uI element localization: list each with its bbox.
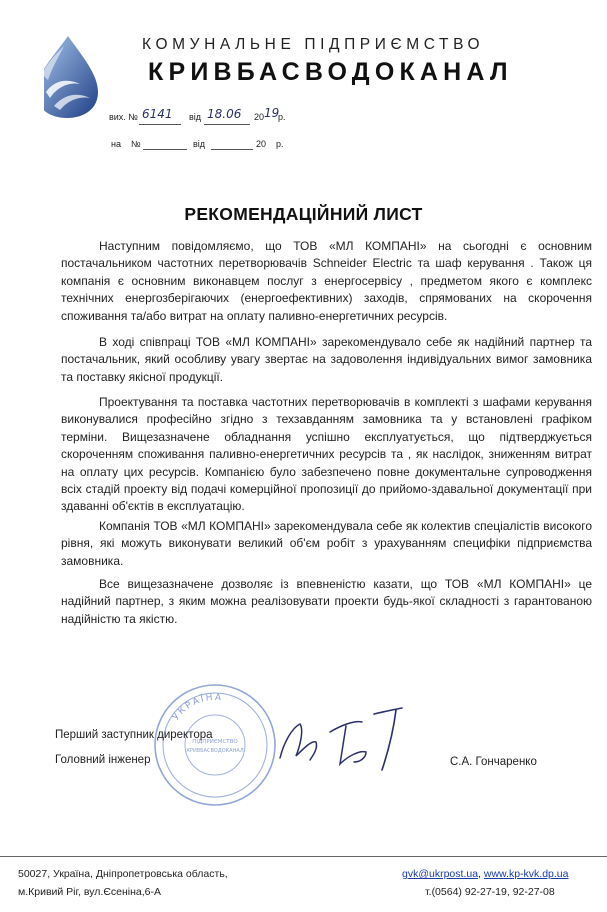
paragraph-5: Все вищезазначене дозволяє із впевненістю казати, що ТОВ «МЛ КОМПАНІ» це надійний партнер, з яким можна реалізовувати проекти будь-якої складності з гарантованою надійністю та якістю. (61, 577, 592, 626)
contacts-separator: , (478, 868, 481, 880)
paragraph-1: Наступним повідомляємо, що ТОВ «МЛ КОМПАНІ» на сьогодні є основним постачальником частотних перетворювачів Schneider Electric та шаф керування . Також ця компанія є основним виконавцем послуг з енергосервісу , предметом якого є комплекс технічних енергозберігаючих (енергоефективних) заходів, спрямованих на скорочення споживання та/або витрат на оплату паливно-енергетичних ресурсів. (61, 239, 592, 323)
organization-name: КРИВБАСВОДОКАНАЛ (148, 58, 513, 86)
svg-text:КРИВБАСВОДОКАНАЛ: КРИВБАСВОДОКАНАЛ (186, 748, 244, 754)
footer-contacts (402, 868, 569, 880)
year-prefix: 20 (254, 112, 265, 122)
outgoing-year: 19 (264, 106, 280, 120)
paragraph-4: Компанія ТОВ «МЛ КОМПАНІ» зарекомендувала себе як колектив спеціалістів високого рівня, які можуть виконувати великий об'єм робіт з урахуванням специфіки підприємства замовника. (61, 519, 592, 568)
number-sign: № (131, 139, 141, 149)
year-suffix: р. (278, 112, 286, 122)
outgoing-date: 18.06 (207, 107, 242, 121)
paragraph-2: В ході співпраці ТОВ «МЛ КОМПАНІ» зарекомендувало себе як надійний партнер та постачальник, який особливу увагу звертає на задоволення індивідуальних вимог замовника та поставку якісної продукції. (61, 335, 592, 384)
official-stamp (150, 680, 280, 810)
company-logo (24, 32, 110, 120)
year-suffix-2: р. (276, 139, 284, 149)
letter-title: РЕКОМЕНДАЦІЙНИЙ ЛИСТ (184, 204, 423, 224)
svg-text:УКРАЇНА: УКРАЇНА (171, 692, 224, 723)
footer-phone: т.(0564) 92-27-19, 92-27-08 (425, 886, 555, 898)
footer-address-2: м.Кривий Ріг, вул.Єсеніна,6-А (18, 886, 161, 898)
from-label-2: від (193, 139, 206, 149)
email-link[interactable]: gvk@ukrpost.ua (402, 868, 479, 880)
outgoing-number: 6141 (142, 107, 173, 121)
footer-divider (0, 856, 607, 857)
outgoing-number-label: вих. № (109, 112, 138, 122)
organization-type: КОМУНАЛЬНЕ ПІДПРИЄМСТВО (142, 36, 485, 53)
paragraph-3: Проектування та поставка частотних перетворювачів в комплекті з шафами керування виконувалися професійно згідно з техзавданням замовника та у встановлені графіком терміни. Вищезазначене обладнання успішно експлуатується, що підтверджується скороченням споживання паливно-енергетичних ресурсів та , як наслідок, зниженням витрат на оплату цих ресурсів. Компанією було забезпечено повне документальне супроводження всіх стадій проекту від подачі комерційної пропозиції до прийомо-здавальної документації при здаванні об'єктів в експлуатацію. (61, 395, 592, 514)
from-label: від (189, 112, 202, 122)
footer-address-1: 50027, Україна, Дніпропетровська область, (18, 868, 228, 880)
on-label: на (111, 139, 121, 149)
signatory-position-1: Перший заступник директора (55, 729, 213, 741)
year-prefix-2: 20 (256, 139, 267, 149)
handwritten-signature (270, 690, 420, 780)
signatory-position-2: Головний інженер (55, 754, 151, 766)
website-link[interactable]: www.kp-kvk.dp.ua (483, 868, 569, 880)
svg-text:ПІДПРИЄМСТВО: ПІДПРИЄМСТВО (192, 739, 238, 745)
signatory-name: С.А. Гончаренко (450, 756, 537, 768)
